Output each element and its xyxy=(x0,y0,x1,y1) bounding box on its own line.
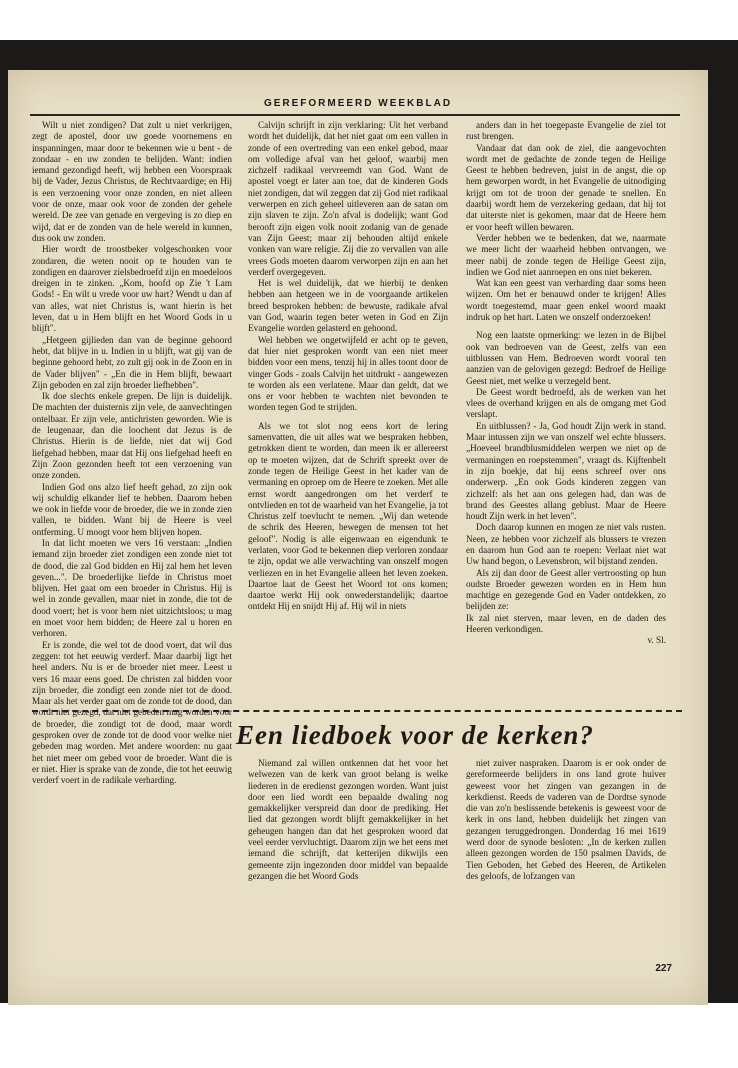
paragraph: De Geest wordt bedroefd, als de werken van het vlees de overhand krijgen en als de omgang met God verslapt. xyxy=(466,386,666,420)
paragraph: Wilt u niet zondigen? Dat zult u niet verkrijgen, zegt de apostel, door uw goede voornemens en inspanningen, maar door te bekennen wie u bent - de zondaar - en uw zonden te belijden. Want: indien iemand gezondigd heeft, wij hebben een Voorspraak bij de Vader, Jezus Christus, de Rechtvaardige; en Hij is een verzoening voor onze zonden, en niet alleen voor de onze, maar ook voor de zonden der gehele wereld. De zee van genade en vergeving is zo diep en wijd, dat er de zonden van de hele wereld in kunnen, dus ook uw zonden. xyxy=(32,120,232,243)
header-rule xyxy=(30,114,680,116)
paragraph: anders dan in het toegepaste Evangelie de ziel tot rust brengen. xyxy=(466,120,666,142)
column-3 xyxy=(466,120,666,646)
paragraph: En uitblussen? - Ja, God houdt Zijn werk in stand. Maar intussen zijn we van onszelf wel echte blussers. „Hoeveel brandblusmiddelen werpen we niet op de vermaningen en roepstemmen", vraagt ds. Kijftenbelt in zijn boekje, dat hij eens schreef over ons onderwerp. „En ook Gods kinderen zeggen van zichzelf: als het aan ons gelegen had, dan was de brand des Geestes allang geblust. Maar de Heere houdt Zijn werk in het leven". xyxy=(466,420,666,522)
paragraph: Calvijn schrijft in zijn verklaring: Uit het verband wordt het duidelijk, dat het niet gaat om een vallen in zonde of een overtreding van een enkel gebod, maar om volledige afval van het geloof, waarbij men zichzelf radikaal vervreemdt van God. Want de apostel voegt er later aan toe, dat de kinderen Gods niet zondigen, dat wil zeggen dat zij God niet radikaal verwerpen en zich geheel uitleveren aan de satan om zijn slaven te zijn. Zo'n afval is dodelijk; want God berooft zijn eigen volk nooit zodanig van de genade van Zijn Geest; maar zij behouden altijd enkele vonken van ware religie. Zij die zo vervallen van alle vrees Gods moeten daarom verworpen zijn en aan het verderf overgegeven. xyxy=(248,120,448,277)
paragraph: Niemand zal willen ontkennen dat het voor het welwezen van de kerk van groot belang is welke liederen in de eredienst gezongen worden. Want juist door een lied wordt een bepaalde dwaling nog gemakkelijker verspreid dan door de prediking. Het lied dat gezongen wordt blijft gemakkelijker in het geheugen hangen dan dat het gesproken woord dat veel eerder vervluchtigt. Daarom zijn we het eens met iemand die schrijft, dat ketterijen dikwijls een gemeente zijn ingezonden door middel van bepaalde gezangen die het Woord Gods xyxy=(248,758,448,881)
paragraph: Nog een laatste opmerking: we lezen in de Bijbel ook van bedroeven van de Geest, zelfs van een uitblussen van Hem. Bedroeven wordt vooral ten aanzien van de gelovigen gezegd: Bedroef de Heilige Geest niet, met welke u verzegeld bent. xyxy=(466,330,666,386)
signature-line xyxy=(466,635,666,646)
closing-line xyxy=(466,613,666,636)
column-1 xyxy=(32,120,232,1000)
paragraph: Er is zonde, die wel tot de dood voert, dat wil dus zeggen: tot het eeuwig verderf. Maar daarbij ligt het heel anders. Nu is er de broeder niet meer. Leest u vers 16 maar eens goed. De christen zal bidden voor zijn broeder, die zondigt een zonde niet tot de dood. Maar als het verder gaat om de zonde tot de dood, dan wordt niet gezegd, dat niet gebeden mag worden voor de broeder, die zondigt tot de dood, maar wordt gesproken over de zonde tot de dood voor welke niet gebeden mag worden. Met andere woorden: nu gaat het niet meer om gebed voor de broeder. Want die is er niet. Hier is sprake van de zonde, die tot het eeuwig verderf voert in de radikale verharding. xyxy=(32,639,232,786)
paragraph: niet zuiver naspraken. Daarom is er ook onder de gereformeerde belijders in ons land grote huiver geweest voor het zingen van gezangen in de kerkdienst. Reeds de vaderen van de Dordtse synode die van zo'n beslissende betekenis is geweest voor de kerk in ons land, hebben duidelijk het zingen van gezangen teruggedrongen. Donderdag 16 mei 1619 werd door de synode besloten: „In de kerken zullen alleen gezongen worden de 150 psalmen Davids, de Tien Geboden, het Gebed des Heeren, de Artikelen des geloofs, de lofzangen van xyxy=(466,758,666,881)
article-column-3 xyxy=(466,758,666,958)
page-number: 227 xyxy=(655,963,672,974)
article-column-2 xyxy=(248,758,448,958)
paragraph: Als we tot slot nog eens kort de lering samenvatten, die uit alles wat we bespraken hebben, getrokken dient te worden, dan meen ik er allereerst op te moeten wijzen, dat de Schrift spreekt over de zonde tegen de Heilige Geest in het kader van de vermaning en oproep om de Heere te zoeken. Met alle ernst wordt aangedrongen om het verderf te ontvlieden en tot de waarheid van het Evangelie, ja tot Christus zelf toevlucht te nemen. „Wij dan wetende de schrik des Heeren, bewegen de mensen tot het geloof". Nodig is alle eigenwaan en eigendunk te verlaten, voor God te bekennen diep verloren zondaar te zijn, opdat we alle verwachting van onszelf mogen verliezen en in het Evangelie alleen het leven zoeken. Daartoe laat de Geest het Woord tot ons komen; daartoe werkt Hij ook onwederstandelijk; daartoe ontdekt Hij en snijdt Hij af. Hij wil in niets xyxy=(248,420,449,612)
paragraph: In dat licht moeten we vers 16 verstaan: „Indien iemand zijn broeder ziet zondigen een zonde niet tot de dood, die zal God bidden en Hij zal hem het leven geven...". De broederlijke liefde in Christus moet blijven. Het gaat om een broeder in Christus. Hij is wel in zonde gevallen, maar niet in zonde, die tot de dood voert; het is voor hem niet uitzichtsloos; u mag en moet voor hem bidden; de Heere zal u horen en verhoren. xyxy=(32,537,232,639)
page-header: GEREFORMEERD WEEKBLAD xyxy=(263,98,453,109)
closing-text: Ik zal niet sterven, maar leven, en de daden des Heeren verkondigen. xyxy=(466,612,666,635)
bottom-margin xyxy=(0,1003,738,1068)
section-divider xyxy=(32,710,682,712)
article-title: Een liedboek voor de kerken? xyxy=(236,720,594,750)
paragraph: Indien God ons alzo lief heeft gehad, zo zijn ook wij schuldig elkander lief te hebben. Daarom heben we ook in liefde voor de broeder, die we in zonde zien vallen, te bidden. Want bij de Heere is veel ontferming. U moogt voor hem blijven hopen. xyxy=(32,481,232,537)
column-2 xyxy=(248,120,449,612)
paragraph: Hier wordt de troostbeker volgeschonken voor zondaren, die weten nooit op te houden van te zondigen en daarover zielsbedroefd zijn en moedeloos dreigen in te zinken. „Kom, hoofd op Zie 't Lam Gods! - En wilt u vrede voor uw hart? Wendt u dan af van alles, wat niet Christus is, want hierin is het leven, dat u in Hem blijft en het Woord Gods in u blijft". xyxy=(32,244,233,334)
paragraph: Ik doe slechts enkele grepen. De lijn is duidelijk. De machten der duisternis zijn vele, de aanvechtingen ontelbaar. Er zijn vele, antichristen geworden. Wie is de leugenaar, dan die loochent dat Jezus is de Christus. Hierin is de liefde, niet dat wij God liefgehad hebben, maar dat Hij ons liefgehad heeft en Zijn Zoon gezonden heeft tot een verzoening van onze zonden. xyxy=(32,391,232,481)
signature: v. Sl. xyxy=(647,635,666,646)
paragraph: Als zij dan door de Geest aller vertroosting op hun oudste Broeder gewezen worden en in Hem hun machtige en gezegende God en Vader ontdekken, zo belijden ze: xyxy=(466,567,666,612)
paragraph: Doch daarop kunnen en mogen ze niet vals rusten. Neen, ze hebben voor zichzelf als blussers te vrezen en daarom hun God aan te roepen: Verlaat niet wat Uw hand begon, o Levensbron, wil bijstand zenden. xyxy=(466,522,666,567)
paragraph: Wat kan een geest van verharding daar soms heen wijzen. Om het er benauwd onder te krijgen! Alles wordt toegestemd, maar geen enkel woord maakt indruk op het hart. Laten we onszelf onderzoeken! xyxy=(466,278,666,323)
paragraph: Vandaar dat dan ook de ziel, die aangevochten wordt met de gedachte de zonde tegen de Heilige Geest te hebben bedreven, juist in de angst, die op hem geworpen wordt, in het Evangelie de uitnodiging krijgt om tot de troon der genade te snellen. En daarbij wordt hem de verzekering gedaan, dat hij tot dat uiterste niet is gekomen, maar dat de Heere hem er voor heeft willen bewaren. xyxy=(466,142,666,232)
magazine-page xyxy=(8,70,708,1005)
paragraph: Het is wel duidelijk, dat we hierbij te denken hebben aan hetgeen we in de voorgaande artikelen breed besproken hebben: de bewuste, radikale afval van God, waarin tegen beter weten in God en Zijn Evangelie worden gelasterd en gehoond. xyxy=(248,278,448,334)
paragraph: „Hetgeen gijlieden dan van de beginne gehoord hebt, dat blijve in u. Indien in u blijft, wat gij van de beginne gehoord hebt, zo zult gij ook in de Zoon en in de Vader blijven" - „En die in Hem blijft, bewaart Zijn geboden en zal zijn broeder liefhebben". xyxy=(32,334,232,390)
paragraph: Verder hebben we te bedenken, dat we, naarmate we meer licht der waarheid hebben ontvangen, we meer nabij de zonde tegen de Heilige Geest zijn, indien we God niet aanroepen en ons niet bekeren. xyxy=(466,232,666,277)
paragraph: Wel hebben we ongetwijfeld er acht op te geven, dat hier niet gesproken wordt van een niet meer bidden voor een mens, tenzij hij in alles toont door de vinger Gods - zoals Calvijn het uitdrukt - aangewezen te worden als een verlatene. Maar dan geldt, dat we ons er voor hebben te wachten niet bevonden te worden tegen God te strijden. xyxy=(248,334,448,413)
